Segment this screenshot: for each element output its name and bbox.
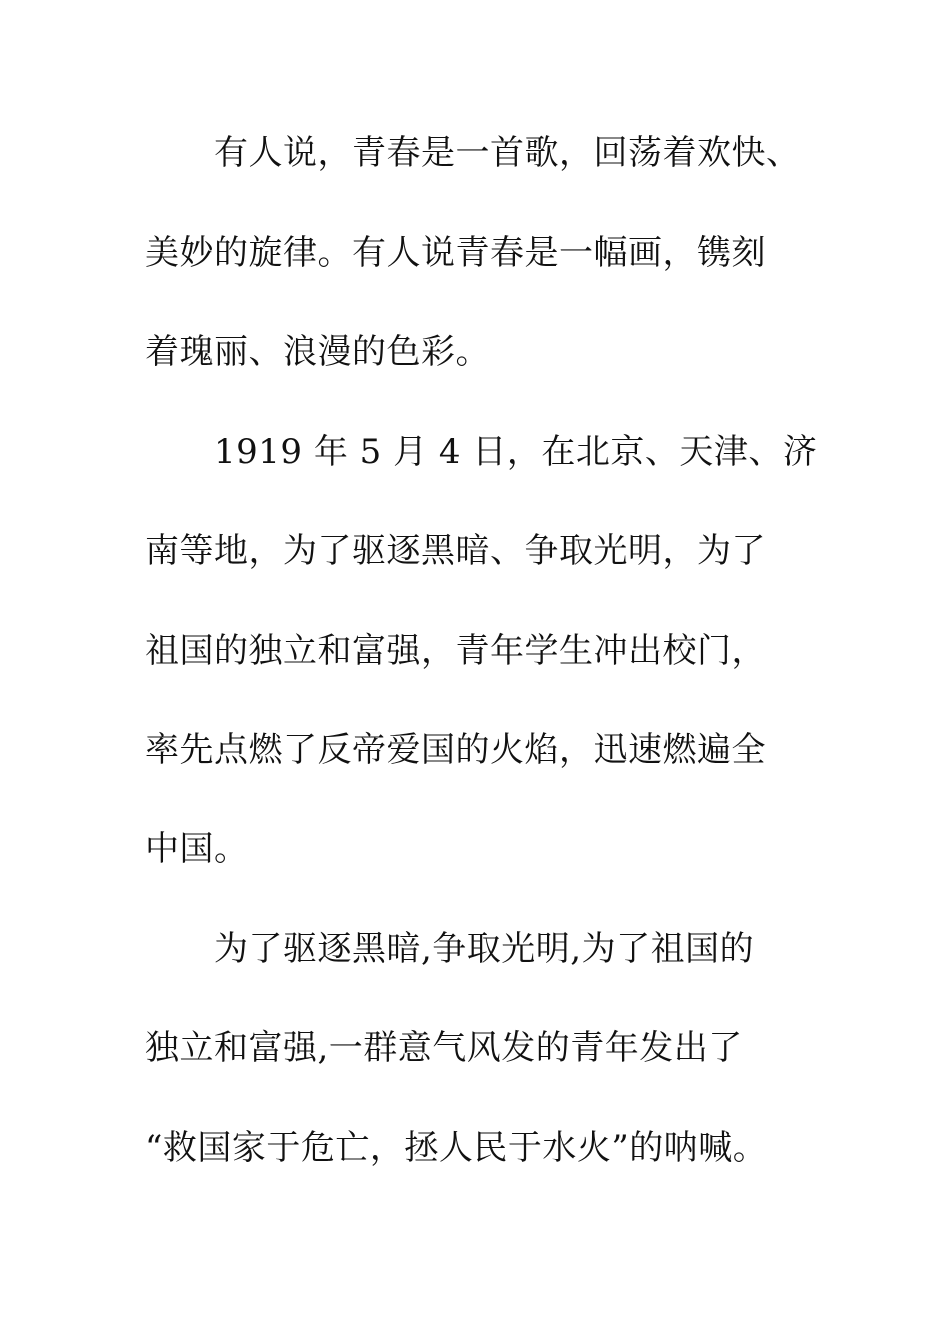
paragraph-1-line-3: 着瑰丽、浪漫的色彩。 xyxy=(145,332,490,372)
paragraph-2-line-2: 南等地，为了驱逐黑暗、争取光明，为了 xyxy=(145,531,766,571)
paragraph-2-line-4: 率先点燃了反帝爱国的火焰，迅速燃遍全 xyxy=(145,730,766,770)
paragraph-1-line-1: 有人说，青春是一首歌，回荡着欢快、 xyxy=(214,133,801,173)
paragraph-3-line-2: 独立和富强,一群意气风发的青年发出了 xyxy=(145,1028,743,1068)
paragraph-2-line-5: 中国。 xyxy=(145,829,249,869)
paragraph-2-line-3: 祖国的独立和富强，青年学生冲出校门， xyxy=(145,631,766,671)
paragraph-2-line-1: 1919 年 5 月 4 日，在北京、天津、济 xyxy=(214,432,818,472)
paragraph-3-line-1: 为了驱逐黑暗,争取光明,为了祖国的 xyxy=(214,929,755,969)
paragraph-3-line-3: “救国家于危亡，拯人民于水火”的呐喊。 xyxy=(145,1128,768,1168)
paragraph-1-line-2: 美妙的旋律。有人说青春是一幅画，镌刻 xyxy=(145,233,766,273)
